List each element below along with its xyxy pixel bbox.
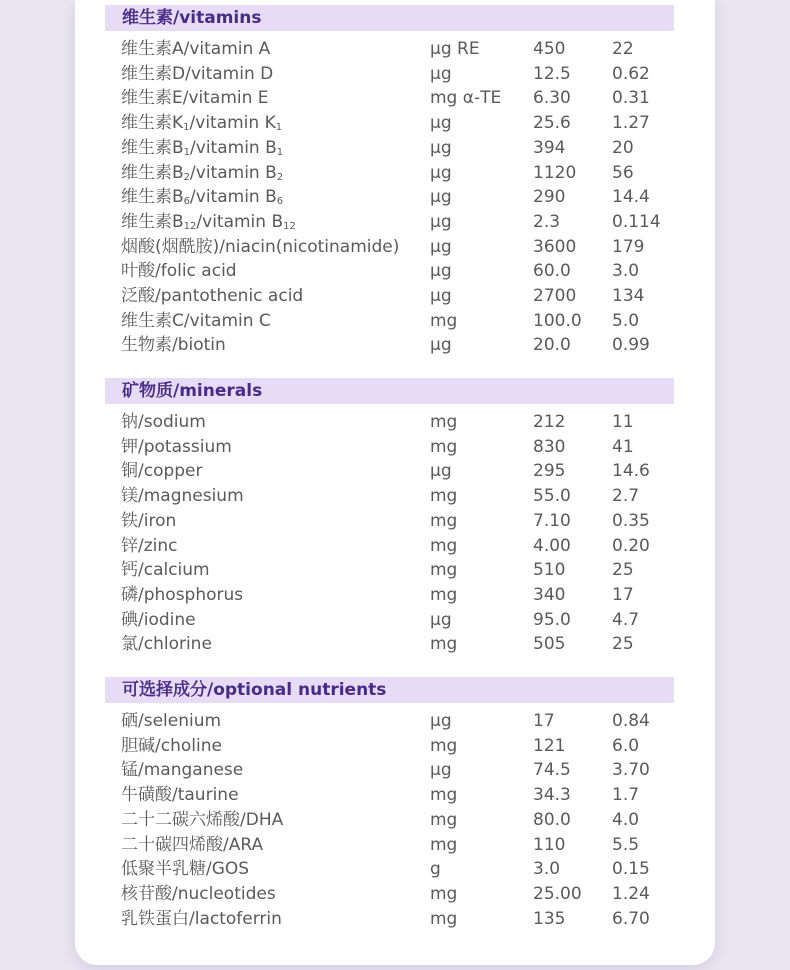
table-row <box>0 734 790 759</box>
value-per-100g: 55.0 <box>533 486 571 507</box>
value-per-100g: 7.10 <box>533 510 571 531</box>
nutrient-unit: μg <box>430 760 452 781</box>
value-per-100kj: 14.4 <box>612 187 650 208</box>
table-row <box>0 136 790 161</box>
table-row <box>0 62 790 87</box>
nutrient-unit: mg <box>430 908 458 929</box>
table-row <box>0 111 790 136</box>
table-row <box>0 857 790 882</box>
value-per-100kj: 56 <box>612 162 634 183</box>
value-per-100kj: 22 <box>612 39 634 59</box>
table-row <box>0 459 790 484</box>
value-per-100kj: 4.0 <box>612 809 640 830</box>
nutrient-name: 牛磺酸/taurine <box>121 785 239 806</box>
value-per-100kj: 0.20 <box>612 535 650 556</box>
value-per-100kj: 20 <box>612 137 634 158</box>
nutrient-name: 低聚半乳糖/GOS <box>121 859 250 880</box>
value-per-100kj: 0.84 <box>612 711 650 731</box>
nutrient-unit: μg <box>430 609 452 630</box>
value-per-100kj: 1.24 <box>612 883 650 904</box>
value-per-100kj: 11 <box>612 412 634 432</box>
value-per-100g: 1120 <box>533 162 577 183</box>
value-per-100g: 290 <box>533 187 566 208</box>
nutrient-unit: g <box>430 859 441 880</box>
value-per-100g: 3.0 <box>533 859 561 880</box>
value-per-100kj: 1.27 <box>612 113 650 134</box>
nutrient-unit: mg <box>430 535 458 556</box>
table-row <box>0 808 790 833</box>
nutrient-name: 乳铁蛋白/lactoferrin <box>121 908 282 929</box>
nutrient-name: 硒/selenium <box>121 711 222 731</box>
value-per-100kj: 5.5 <box>612 834 640 855</box>
nutrient-unit: μg RE <box>430 39 480 59</box>
nutrient-name: 铁/iron <box>121 510 177 531</box>
nutrient-name: 生物素/biotin <box>121 335 226 356</box>
value-per-100kj: 3.0 <box>612 261 640 282</box>
value-per-100g: 60.0 <box>533 261 571 282</box>
nutrient-name: 氯/chlorine <box>121 634 212 655</box>
value-per-100kj: 6.70 <box>612 908 650 929</box>
value-per-100kj: 14.6 <box>612 461 650 482</box>
table-row <box>0 435 790 460</box>
value-per-100g: 121 <box>533 735 566 756</box>
nutrient-name: 维生素C/vitamin C <box>121 310 271 331</box>
nutrient-name: 维生素$B_2$/vitamin $B_2$ <box>121 162 284 183</box>
nutrient-unit: μg <box>430 63 452 84</box>
nutrient-name: 维生素$B_1$/vitamin $B_1$ <box>121 137 284 158</box>
value-per-100kj: 0.15 <box>612 859 650 880</box>
value-per-100g: 25.6 <box>533 113 571 134</box>
nutrient-unit: mg <box>430 634 458 655</box>
nutrient-name: 维生素D/vitamin D <box>121 63 274 84</box>
nutrient-name: 钾/potassium <box>121 436 232 457</box>
nutrient-name: 维生素E/vitamin E <box>121 88 269 109</box>
value-per-100g: 6.30 <box>533 88 571 109</box>
table-row <box>0 309 790 334</box>
nutrient-name: 胆碱/choline <box>121 735 222 756</box>
value-per-100g: 295 <box>533 461 566 482</box>
table-row <box>0 608 790 633</box>
value-per-100kj: 4.7 <box>612 609 640 630</box>
value-per-100kj: 179 <box>612 236 645 257</box>
nutrient-unit: mg <box>430 584 458 605</box>
value-per-100kj: 0.114 <box>612 211 661 232</box>
nutrient-name: 维生素A/vitamin A <box>121 39 271 59</box>
value-per-100g: 95.0 <box>533 609 571 630</box>
table-row <box>0 161 790 186</box>
value-per-100kj: 2.7 <box>612 486 640 507</box>
nutrient-name: 泛酸/pantothenic acid <box>121 286 304 306</box>
table-row <box>0 235 790 260</box>
nutrient-unit: μg <box>430 236 452 257</box>
nutrient-unit: mg <box>430 436 458 457</box>
table-row <box>0 210 790 235</box>
value-per-100g: 74.5 <box>533 760 571 781</box>
value-per-100g: 340 <box>533 584 566 605</box>
table-row <box>0 882 790 907</box>
nutrient-name: 铜/copper <box>121 461 203 482</box>
table-row <box>0 284 790 309</box>
value-per-100g: 830 <box>533 436 566 457</box>
table-row <box>0 907 790 932</box>
table-row <box>0 86 790 111</box>
nutrient-unit: μg <box>430 711 452 731</box>
nutrient-name: 锌/zinc <box>121 535 178 556</box>
table-row <box>0 534 790 559</box>
section-header: 维生素/vitamins <box>105 5 674 31</box>
value-per-100kj: 25 <box>612 634 634 655</box>
nutrient-unit: μg <box>430 162 452 183</box>
nutrient-unit: μg <box>430 335 452 356</box>
value-per-100g: 3600 <box>533 236 577 257</box>
table-row <box>0 583 790 608</box>
value-per-100g: 2700 <box>533 286 577 306</box>
value-per-100g: 2.3 <box>533 211 561 232</box>
table-row <box>0 259 790 284</box>
nutrient-unit: μg <box>430 137 452 158</box>
value-per-100g: 100.0 <box>533 310 582 331</box>
nutrient-unit: μg <box>430 211 452 232</box>
nutrient-name: 镁/magnesium <box>121 486 244 507</box>
table-row <box>0 333 790 358</box>
value-per-100kj: 0.99 <box>612 335 650 356</box>
nutrient-unit: μg <box>430 461 452 482</box>
nutrient-name: 磷/phosphorus <box>121 584 244 605</box>
value-per-100g: 34.3 <box>533 785 571 806</box>
nutrient-unit: mg <box>430 834 458 855</box>
nutrient-unit: mg <box>430 785 458 806</box>
nutrient-name: 钠/sodium <box>121 412 206 432</box>
value-per-100g: 212 <box>533 412 566 432</box>
nutrient-unit: μg <box>430 187 452 208</box>
value-per-100kj: 25 <box>612 560 634 581</box>
table-row <box>0 37 790 62</box>
nutrient-unit: μg <box>430 261 452 282</box>
value-per-100kj: 5.0 <box>612 310 640 331</box>
nutrient-name: 叶酸/folic acid <box>121 261 237 282</box>
nutrient-name: 核苷酸/nucleotides <box>121 883 276 904</box>
nutrient-unit: mg <box>430 412 458 432</box>
value-per-100g: 20.0 <box>533 335 571 356</box>
value-per-100kj: 0.62 <box>612 63 650 84</box>
value-per-100kj: 0.35 <box>612 510 650 531</box>
table-row <box>0 185 790 210</box>
nutrient-unit: mg <box>430 486 458 507</box>
nutrient-unit: mg <box>430 809 458 830</box>
nutrient-unit: μg <box>430 113 452 134</box>
value-per-100g: 505 <box>533 634 566 655</box>
section-header: 可选择成分/optional nutrients <box>105 677 674 703</box>
table-row <box>0 484 790 509</box>
value-per-100g: 80.0 <box>533 809 571 830</box>
nutrient-name: 碘/iodine <box>121 609 196 630</box>
table-row <box>0 758 790 783</box>
value-per-100g: 25.00 <box>533 883 582 904</box>
value-per-100kj: 41 <box>612 436 634 457</box>
table-row <box>0 833 790 858</box>
nutrient-unit: μg <box>430 286 452 306</box>
nutrient-name: 烟酸(烟酰胺)/niacin(nicotinamide) <box>121 236 400 257</box>
nutrient-name: 钙/calcium <box>121 560 210 581</box>
table-row <box>0 558 790 583</box>
section-header: 矿物质/minerals <box>105 378 674 404</box>
table-row <box>0 509 790 534</box>
value-per-100g: 110 <box>533 834 566 855</box>
nutrient-name: 二十碳四烯酸/ARA <box>121 834 264 855</box>
nutrient-name: 维生素$B_6$/vitamin $B_6$ <box>121 187 284 208</box>
table-row <box>0 410 790 435</box>
nutrient-name: 二十二碳六烯酸/DHA <box>121 809 284 830</box>
value-per-100g: 450 <box>533 39 566 59</box>
nutrient-unit: mg <box>430 883 458 904</box>
nutrient-unit: mg <box>430 510 458 531</box>
value-per-100g: 510 <box>533 560 566 581</box>
value-per-100kj: 6.0 <box>612 735 640 756</box>
table-row <box>0 783 790 808</box>
value-per-100g: 12.5 <box>533 63 571 84</box>
nutrient-unit: mg <box>430 735 458 756</box>
value-per-100kj: 1.7 <box>612 785 640 806</box>
nutrient-unit: mg α-TE <box>430 88 502 109</box>
nutrient-name: 锰/manganese <box>121 760 244 781</box>
value-per-100g: 4.00 <box>533 535 571 556</box>
nutrient-name: 维生素$K_1$/vitamin $K_1$ <box>121 113 283 134</box>
value-per-100g: 17 <box>533 711 555 731</box>
nutrient-name: 维生素$B_{12}$/vitamin $B_{12}$ <box>121 211 296 232</box>
value-per-100kj: 17 <box>612 584 634 605</box>
nutrient-unit: mg <box>430 560 458 581</box>
value-per-100kj: 3.70 <box>612 760 650 781</box>
table-row <box>0 709 790 734</box>
table-row <box>0 632 790 657</box>
value-per-100g: 394 <box>533 137 566 158</box>
value-per-100kj: 0.31 <box>612 88 650 109</box>
nutrient-unit: mg <box>430 310 458 331</box>
value-per-100kj: 134 <box>612 286 645 306</box>
value-per-100g: 135 <box>533 908 566 929</box>
